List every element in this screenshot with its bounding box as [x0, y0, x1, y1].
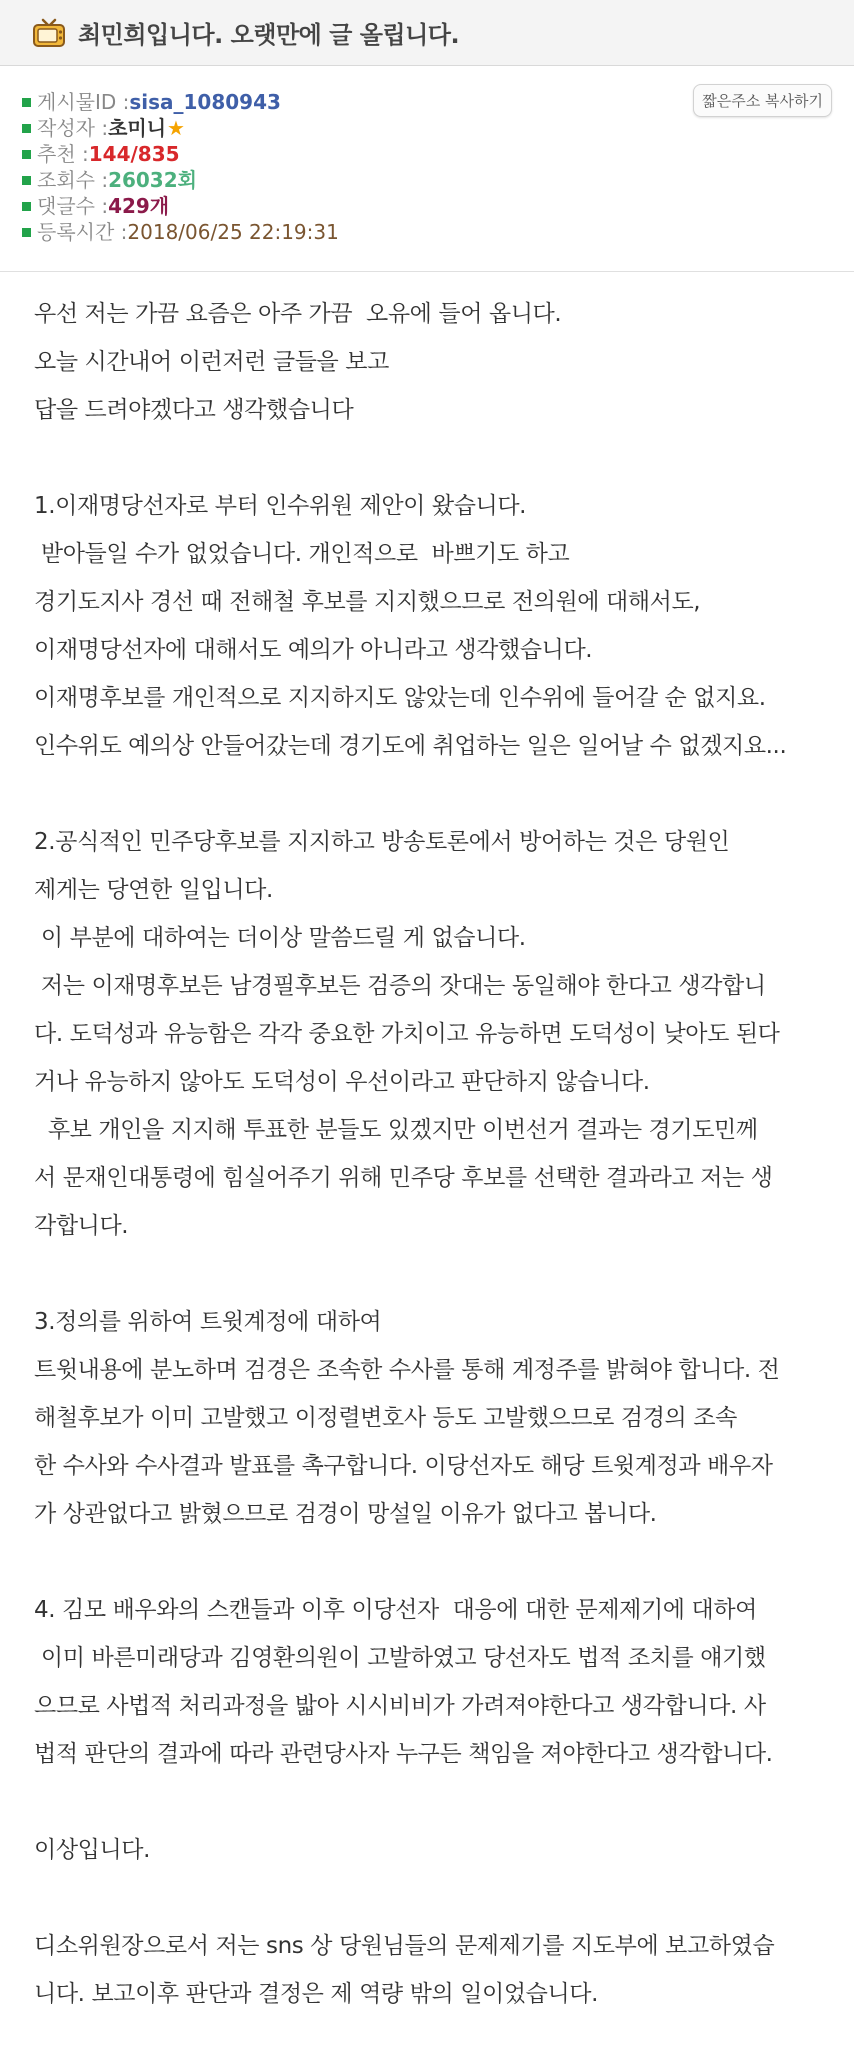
bullet-icon [22, 150, 31, 159]
blank-line [34, 1538, 824, 1586]
body-line: 3.정의를 위하여 트윗계정에 대하여 [34, 1309, 382, 1335]
body-line: 니다. 보고이후 판단과 결정은 제 역량 밖의 일이었습니다. [34, 1981, 599, 2007]
body-line: 답을 드려야겠다고 생각했습니다 [34, 397, 354, 423]
meta-label: 작성자 : [37, 116, 109, 140]
body-line: 가 상관없다고 밝혔으므로 검경이 망설일 이유가 없다고 봅니다. [34, 1501, 657, 1527]
author-link[interactable]: 초미니 [108, 116, 167, 140]
meta-recommend [22, 141, 854, 167]
bullet-icon [22, 228, 31, 237]
body-line: 트윗내용에 분노하며 검경은 조속한 수사를 통해 계정주를 밝혀야 합니다. 전 [34, 1357, 780, 1383]
meta-label: 등록시간 : [37, 220, 128, 244]
body-line: 이 부분에 대하여는 더이상 말씀드릴 게 없습니다. [34, 925, 526, 951]
blank-line [34, 770, 824, 818]
body-line: 해철후보가 이미 고발했고 이정렬변호사 등도 고발했으므로 검경의 조속 [34, 1405, 737, 1431]
meta-author [22, 115, 854, 141]
views-value: 26032회 [108, 168, 197, 192]
bullet-icon [22, 202, 31, 211]
post-id-value: sisa_1080943 [129, 90, 281, 114]
blank-line [34, 434, 824, 482]
body-line: 2.공식적인 민주당후보를 지지하고 방송토론에서 방어하는 것은 당원인 [34, 829, 730, 855]
body-line: 이미 바른미래당과 김영환의원이 고발하였고 당선자도 법적 조치를 얘기했 [34, 1645, 766, 1671]
bullet-icon [22, 98, 31, 107]
body-line: 후보 개인을 지지해 투표한 분들도 있겠지만 이번선거 결과는 경기도민께 [34, 1117, 758, 1143]
body-line: 1.이재명당선자로 부터 인수위원 제안이 왔습니다. [34, 493, 527, 519]
body-line: 서 문재인대통령에 힘실어주기 위해 민주당 후보를 선택한 결과라고 저는 생 [34, 1165, 773, 1191]
body-line: 으므로 사법적 처리과정을 밟아 시시비비가 가려져야한다고 생각합니다. 사 [34, 1693, 766, 1719]
body-line: 법적 판단의 결과에 따라 관련당사자 누구든 책임을 져야한다고 생각합니다. [34, 1741, 773, 1767]
date-value: 2018/06/25 22:19:31 [127, 220, 339, 244]
meta-label: 댓글수 : [37, 194, 109, 218]
body-line: 저는 이재명후보든 남경필후보든 검증의 잣대는 동일해야 한다고 생각합니 [34, 973, 766, 999]
meta-date [22, 219, 854, 245]
body-line: 제게는 당연한 일입니다. [34, 877, 273, 903]
star-icon: ★ [167, 116, 185, 140]
post-header [0, 0, 854, 66]
meta-comments [22, 193, 854, 219]
body-line: 거나 유능하지 않아도 도덕성이 우선이라고 판단하지 않습니다. [34, 1069, 650, 1095]
body-line: 이재명후보를 개인적으로 지지하지도 않았는데 인수위에 들어갈 순 없지요. [34, 685, 766, 711]
comments-value: 429개 [108, 194, 170, 218]
blank-line [34, 1874, 824, 1922]
body-line: 우선 저는 가끔 요즘은 아주 가끔 오유에 들어 옵니다. [34, 301, 562, 327]
body-line: 각합니다. [34, 1213, 129, 1239]
body-line: 이상입니다. [34, 1837, 151, 1863]
post-body [0, 272, 854, 2018]
blank-line [34, 1250, 824, 1298]
body-line: 인수위도 예의상 안들어갔는데 경기도에 취업하는 일은 일어날 수 없겠지요... [34, 733, 787, 759]
post-title: 최민희입니다. 오랫만에 글 올립니다. [78, 21, 460, 49]
bullet-icon [22, 176, 31, 185]
body-line: 이재명당선자에 대해서도 예의가 아니라고 생각했습니다. [34, 637, 593, 663]
meta-label: 게시물ID : [37, 90, 130, 114]
body-line: 오늘 시간내어 이런저런 글들을 보고 [34, 349, 389, 375]
tv-icon [32, 18, 66, 48]
meta-views [22, 167, 854, 193]
body-line: 경기도지사 경선 때 전해철 후보를 지지했으므로 전의원에 대해서도, [34, 589, 701, 615]
post-meta [0, 66, 854, 272]
meta-label: 조회수 : [37, 168, 109, 192]
body-line: 받아들일 수가 없었습니다. 개인적으로 바쁘기도 하고 [34, 541, 570, 567]
bullet-icon [22, 124, 31, 133]
blank-line [34, 1778, 824, 1826]
meta-label: 추천 : [37, 142, 89, 166]
body-line: 4. 김모 배우와의 스캔들과 이후 이당선자 대응에 대한 문제제기에 대하여 [34, 1597, 757, 1623]
copy-short-url-button[interactable]: 짧은주소 복사하기 [693, 84, 832, 117]
body-line: 한 수사와 수사결과 발표를 촉구합니다. 이당선자도 해당 트윗계정과 배우자 [34, 1453, 773, 1479]
recommend-value: 144/835 [88, 142, 180, 166]
body-line: 다. 도덕성과 유능함은 각각 중요한 가치이고 유능하면 도덕성이 낮아도 된다 [34, 1021, 780, 1047]
body-line: 디소위원장으로서 저는 sns 상 당원님들의 문제제기를 지도부에 보고하였습 [34, 1933, 775, 1959]
